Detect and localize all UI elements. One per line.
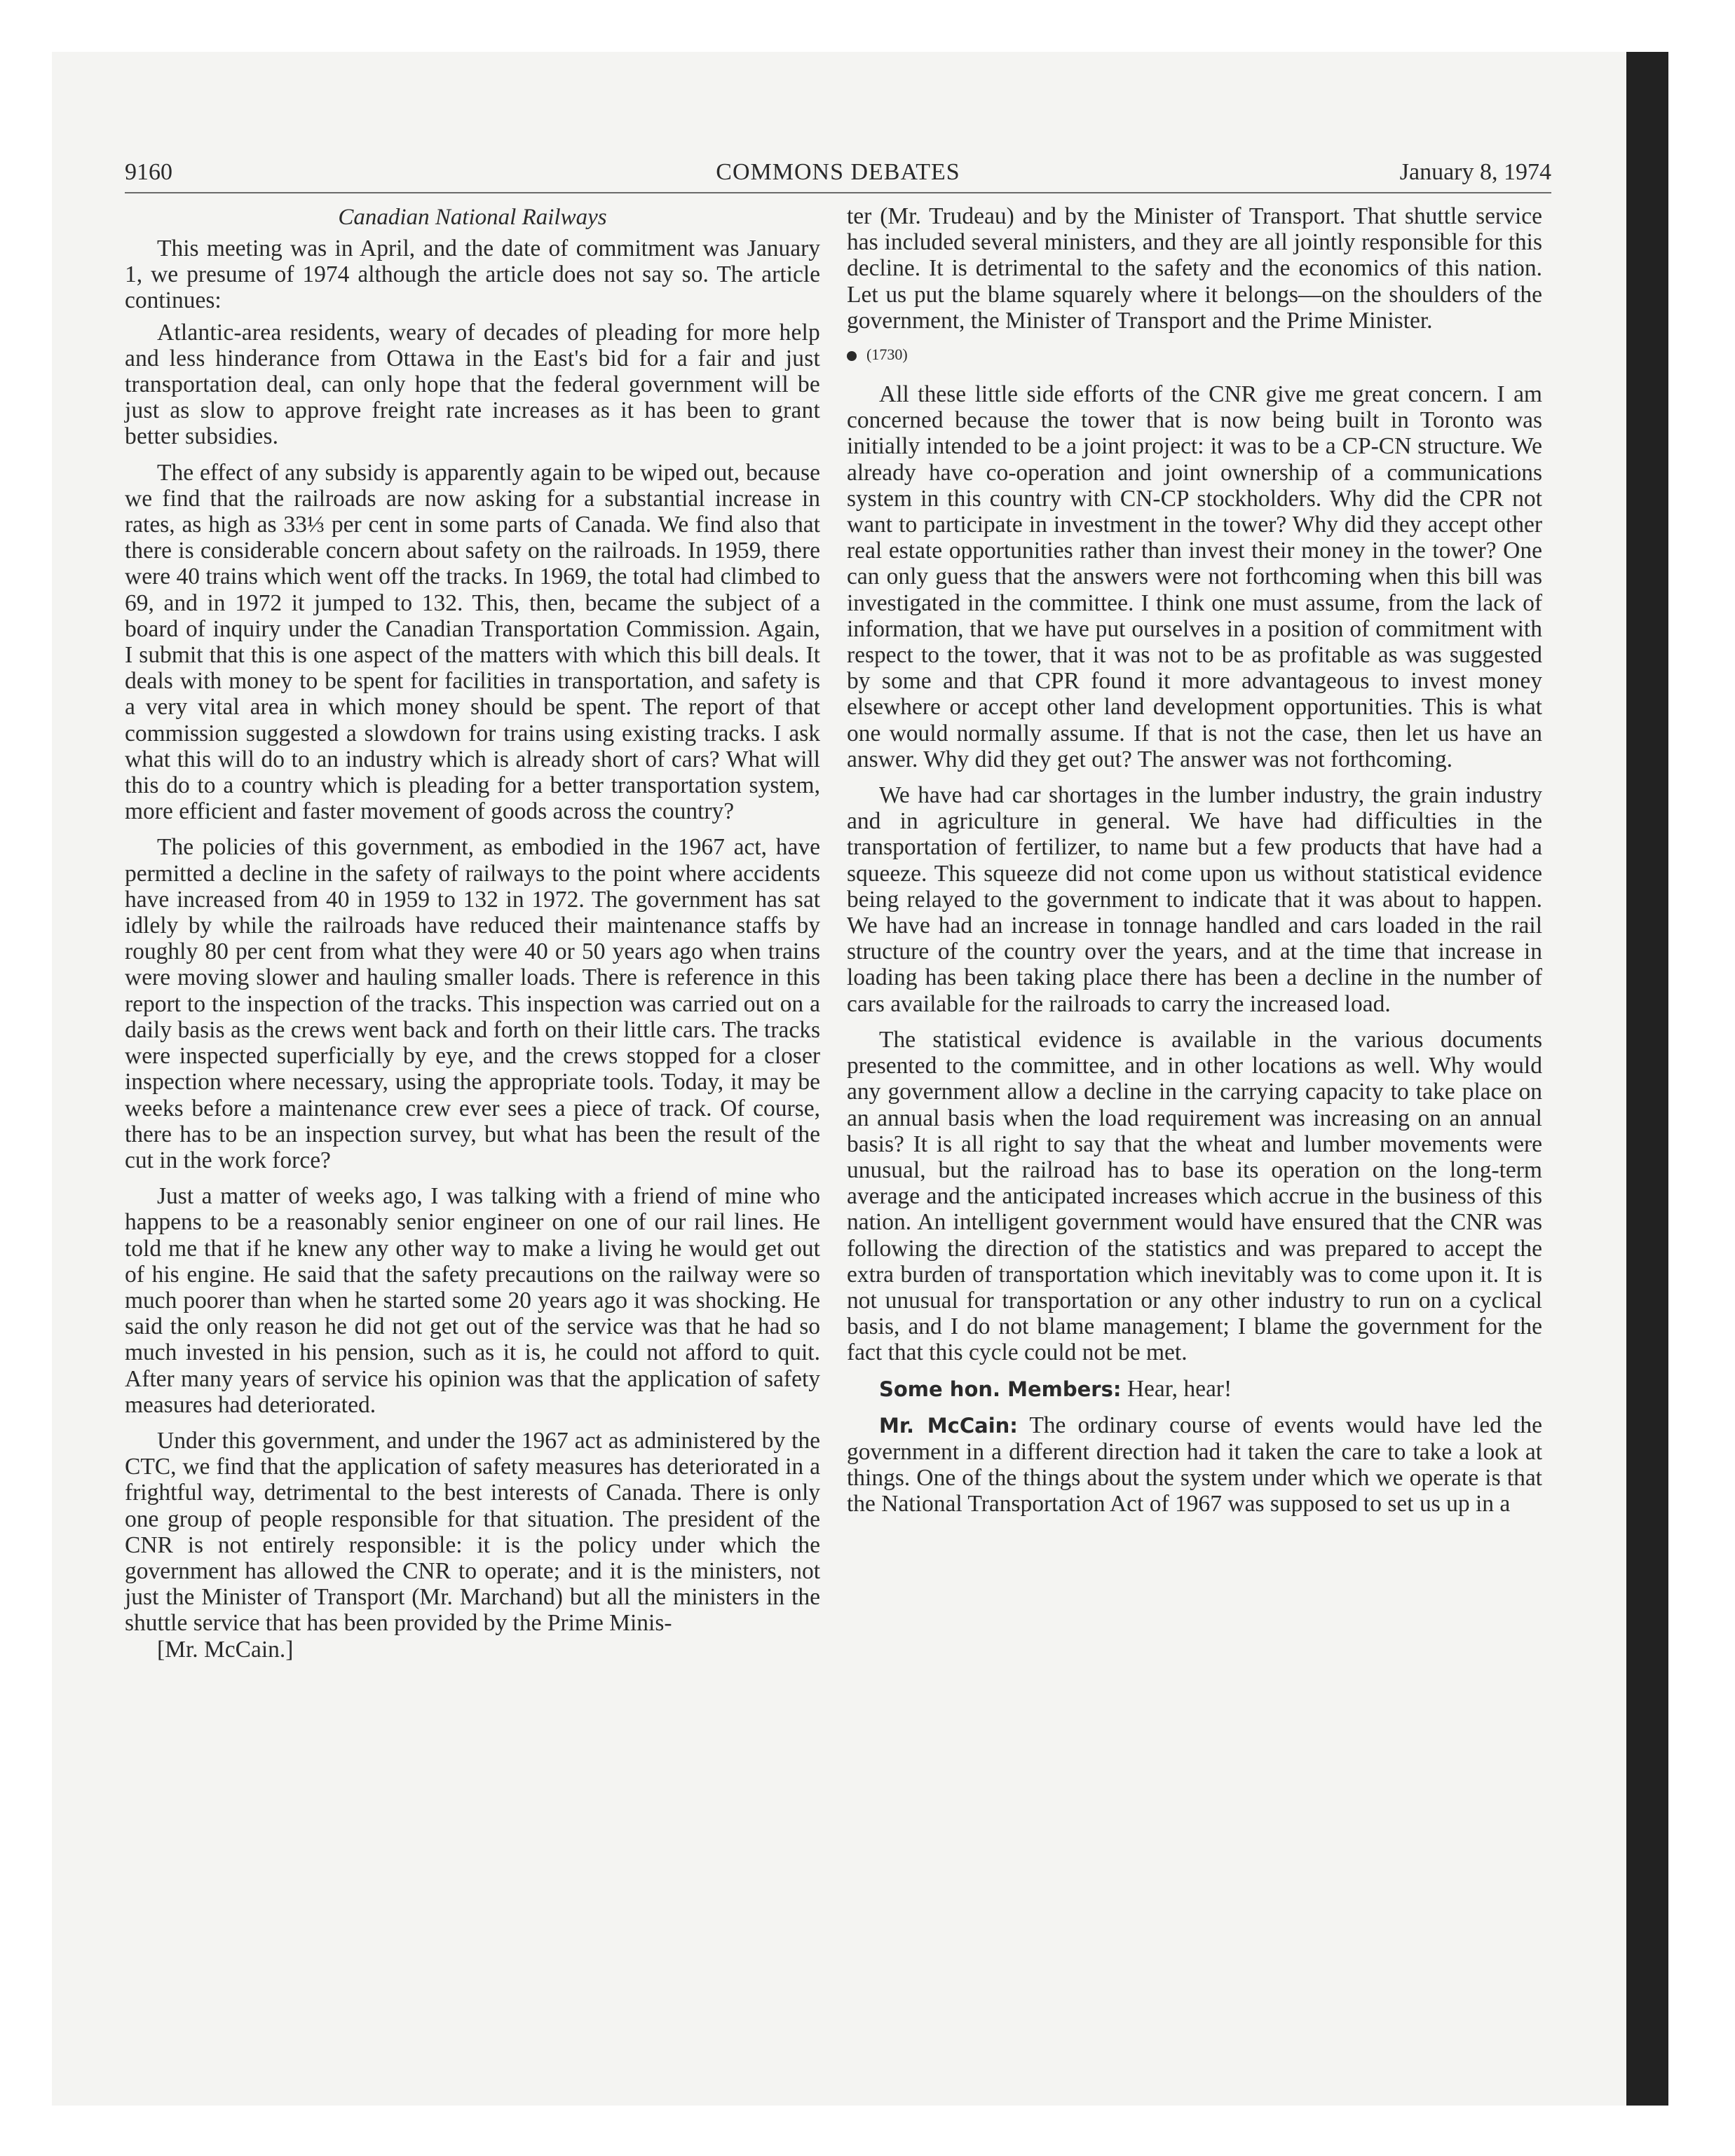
bullet-icon xyxy=(847,351,857,361)
speaker-name: Some hon. Members: xyxy=(879,1377,1122,1401)
paragraph: We have had car shortages in the lumber industry, the grain industry and in agriculture in general. We have had difficulties in the transportation of fertilizer, to name but a few products that have had a squeeze. This squeeze did not come upon us without statistical evidence being relayed to the government to indicate that it was about to happen. We have had an increase in tonnage handled and cars loaded in the rail structure of the country over the years, and at the time that increase in loading has been taking place there has been a decline in the number of cars available for the railroads to carry the increased load. xyxy=(847,782,1542,1017)
paragraph: Under this government, and under the 1967 act as administered by the CTC, we find that the application of safety measures has deteriorated in a frightful way, detrimental to the best interests of Canada. There is only one group of people responsible for that situation. The president of the CNR is not entirely responsible: it is the policy under which the government has allowed the CNR to operate; and it is the ministers, not just the Minister of Transport (Mr. Marchand) but all the ministers in the shuttle service that has been provided by the Prime Minis- xyxy=(125,1427,820,1637)
scan-edge-shadow xyxy=(1626,52,1668,2106)
page-number: 9160 xyxy=(125,159,172,185)
time-marker-text: (1730) xyxy=(866,346,908,364)
paragraph: Just a matter of weeks ago, I was talking with a friend of mine who happens to be a reasonably senior engineer on one of our rail lines. He told me that if he knew any other way to make a living he would get out of his engine. He said that the safety precautions on the railway were so much poorer than when he started some 20 years ago it was shocking. He said the only reason he did not get out of the service was that he had so much invested in his pension, such as it is, he could not afford to quit. After many years of service his opinion was that the application of safety measures had deteriorated. xyxy=(125,1183,820,1418)
left-column xyxy=(125,203,820,1663)
speech-text: The ordinary course of events would have led the government in a different direction had it taken the care to take a look at things. One of the things about the system under which we operate is that the National Transportation Act of 1967 was supposed to set us up in a xyxy=(847,1412,1542,1517)
interjection xyxy=(847,1376,1542,1403)
paragraph: All these little side efforts of the CNR give me great concern. I am concerned because the tower that is now being built in Toronto was initially intended to be a joint project: it was to be a CP-CN structure. We already have co-operation and joint ownership of a communications system in this country with CN-CP stockholders. Why did the CPR not want to participate in investment in the tower? Why did they accept other real estate opportunities rather than invest their money in the tower? One can only guess that the answers were not forthcoming when this bill was investigated in the committee. I think one must assume, from the lack of information, that we have put ourselves in a position of commitment with respect to the tower, that it was not to be as profitable as was suggested by some and that CPR found it more advantageous to invest money elsewhere or accept other land development opportunities. This is what one would normally assume. If that is not the case, then let us have an answer. Why did they get out? The answer was not forthcoming. xyxy=(847,381,1542,772)
page-header xyxy=(125,153,1551,193)
paragraph: The statistical evidence is available in the various documents presented to the committee, and in other locations as well. Why would any government allow a decline in the carrying capacity to take place on an annual basis when the load requirement was increasing on an annual basis? It is all right to say that the wheat and lumber movements were unusual, but the railroad has to base its operation on the long-term average and the anticipated increases which accrue in the business of this nation. An intelligent government would have ensured that the CNR was following the direction of the statistics and was prepared to accept the extra burden of transportation which inevitably was to come upon it. It is not unusual for transportation or any other industry to run on a cyclical basis, and I do not blame management; I blame the government for the fact that this cycle could not be met. xyxy=(847,1026,1542,1366)
paragraph: This meeting was in April, and the date of commitment was January 1, we presume of 1974 although the article does not say so. The article continues: xyxy=(125,236,820,314)
section-title: Canadian National Railways xyxy=(338,205,607,230)
time-marker xyxy=(847,341,1542,369)
interjection-text: Hear, hear! xyxy=(1127,1375,1232,1402)
speaker-name: Mr. McCain: xyxy=(879,1413,1018,1438)
publication-title: COMMONS DEBATES xyxy=(716,159,960,185)
right-column xyxy=(847,203,1542,1517)
speaker-footer-tag: [Mr. McCain.] xyxy=(157,1636,294,1663)
block-quote: Atlantic-area residents, weary of decades of pleading for more help and less hinderance from Ottawa in the East's bid for a fair and just transportation deal, can only hope that the federal government will be just as slow to approve freight rate increases as it has been to grant better subsidies. xyxy=(125,319,820,450)
paragraph: The effect of any subsidy is apparently again to be wiped out, because we find that the railroads are now asking for a substantial increase in rates, as high as 33⅓ per cent in some parts of Canada. We find also that there is considerable concern about safety on the railroads. In 1959, there were 40 trains which went off the tracks. In 1969, the total had climbed to 69, and in 1972 it jumped to 132. This, then, became the subject of a board of inquiry under the Canadian Transportation Commission. Again, I submit that this is one aspect of the matters with which this bill deals. It deals with money to be spent for facilities in transportation, and safety is a very vital area in which money should be spent. The report of that commission suggested a slowdown for trains using existing tracks. I ask what this will do to an industry which is already short of cars? What will this do to a country which is pleading for a better transportation system, more efficient and faster movement of goods across the country? xyxy=(125,459,820,825)
page-date: January 8, 1974 xyxy=(1399,159,1551,185)
speech-paragraph xyxy=(847,1412,1542,1517)
paragraph: ter (Mr. Trudeau) and by the Minister of Transport. That shuttle service has included several ministers, and they are all jointly responsible for this decline. It is detrimental to the safety and the economics of this nation. Let us put the blame squarely where it belongs—on the shoulders of the government, the Minister of Transport and the Prime Minister. xyxy=(847,203,1542,334)
paragraph: The policies of this government, as embodied in the 1967 act, have permitted a decline in the safety of railways to the point where accidents have increased from 40 in 1959 to 132 in 1972. The government has sat idlely by while the railroads have reduced their maintenance staffs by roughly 80 per cent from what they were 40 or 50 years ago when trains were moving slower and hauling smaller loads. There is reference in this report to the inspection of the tracks. This inspection was carried out on a daily basis as the crews went back and forth on their little cars. The tracks were inspected superficially by eye, and the crews stopped for a closer inspection where necessary, using the appropriate tools. Today, it may be weeks before a maintenance crew ever sees a piece of track. Of course, there has to be an inspection survey, but what has been the result of the cut in the work force? xyxy=(125,834,820,1173)
